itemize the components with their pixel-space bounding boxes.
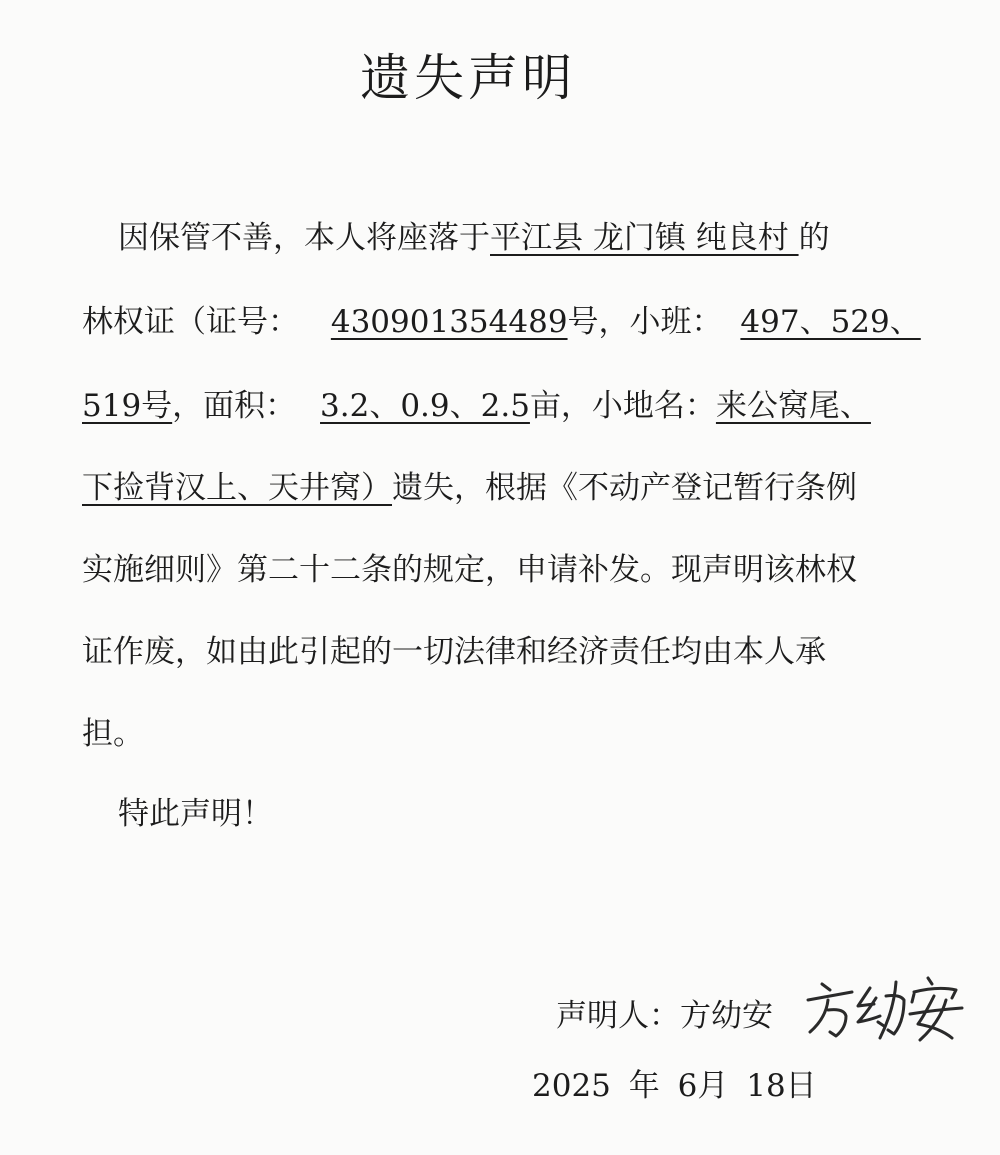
body-text: 因保管不善，本人将座落于 bbox=[118, 220, 490, 256]
sub-compartment-numbers: 497、529、 bbox=[740, 304, 921, 340]
date-row bbox=[532, 1060, 817, 1105]
body-line-7: 担。 bbox=[82, 716, 144, 752]
body-line-6: 证作废，如由此引起的一切法律和经济责任均由本人承 bbox=[82, 634, 826, 670]
document-title: 遗失声明 bbox=[360, 49, 576, 107]
body-text: 遗失，根据《不动产登记暂行条例 bbox=[392, 470, 857, 506]
sub-compartment-numbers-cont: 519号 bbox=[82, 388, 173, 424]
date-month-unit: 月 bbox=[697, 1068, 729, 1104]
location-underlined: 平江县 龙门镇 纯良村 bbox=[490, 220, 799, 256]
date-year-unit: 年 bbox=[628, 1068, 660, 1104]
body-line-1 bbox=[118, 218, 912, 258]
date-month: 6 bbox=[677, 1068, 698, 1104]
body-line-3 bbox=[82, 386, 912, 426]
place-name-underlined: 来公窝尾、 bbox=[715, 388, 871, 424]
handwritten-signature bbox=[800, 970, 970, 1050]
date-day-unit: 日 bbox=[785, 1068, 817, 1104]
place-name-underlined-cont: 下捡背汉上、天井窝） bbox=[82, 470, 392, 506]
body-text: 号，小班： bbox=[567, 304, 723, 340]
body-text: 亩，小地名： bbox=[529, 388, 716, 424]
date-day: 18 bbox=[746, 1068, 786, 1104]
area-values: 3.2、0.9、2.5 bbox=[320, 388, 530, 424]
body-text: 林权证（证号： bbox=[82, 304, 299, 340]
closing-statement: 特此声明！ bbox=[118, 796, 273, 832]
body-text: 的 bbox=[798, 220, 830, 256]
body-line-2 bbox=[82, 302, 921, 342]
signer-row bbox=[556, 990, 773, 1035]
date-year: 2025 bbox=[532, 1068, 611, 1104]
body-line-5: 实施细则》第二十二条的规定，申请补发。现声明该林权 bbox=[82, 552, 857, 588]
signer-label: 声明人： bbox=[556, 998, 680, 1034]
signer-name: 方幼安 bbox=[680, 998, 773, 1034]
body-line-4 bbox=[82, 468, 912, 508]
body-text: ，面积： bbox=[172, 388, 297, 424]
certificate-number: 430901354489 bbox=[330, 304, 568, 340]
